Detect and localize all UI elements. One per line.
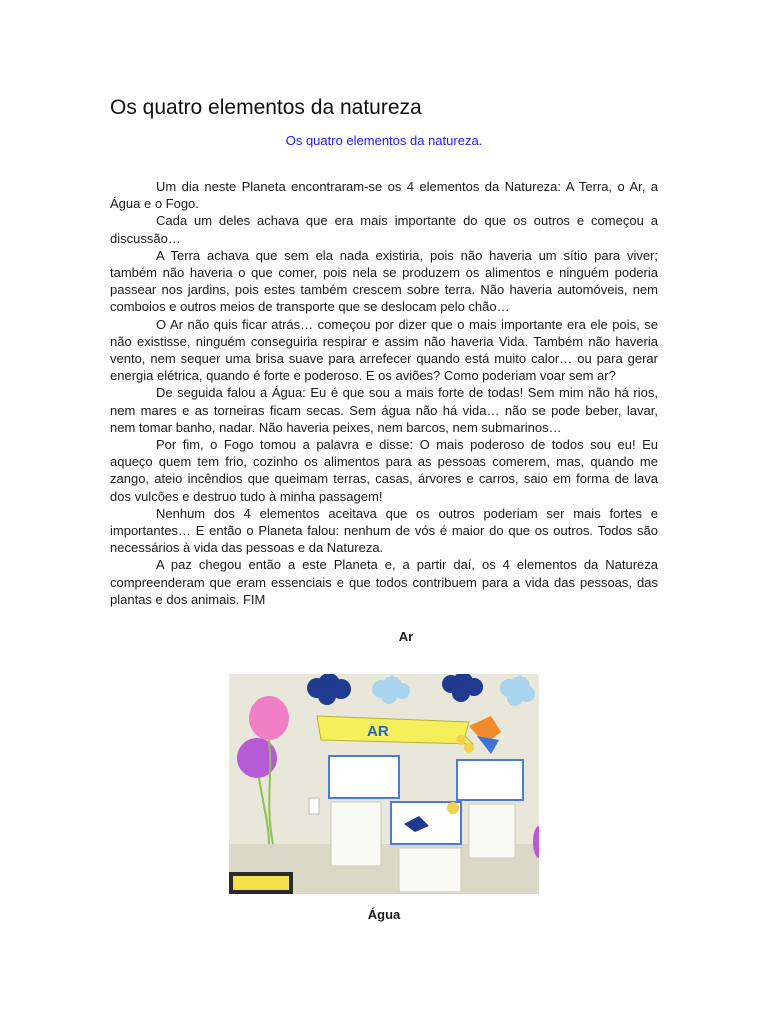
sun-icon	[447, 802, 459, 814]
story-paragraph: Um dia neste Planeta encontraram-se os 4 elementos da Natureza: A Terra, o Ar, a Água e o Fogo.	[110, 179, 658, 212]
poster-frame	[329, 756, 399, 798]
ar-photo-illustration	[229, 674, 539, 894]
story-paragraph: De seguida falou a Água: Eu é que sou a mais forte de todas! Sem mim não há rios, nem mares e as torneiras ficam secas. Sem água não há vida… não se pode beber, lavar, nem tomar banho, nadar. Não haveria peixes, nem barcos, nem submarinos…	[110, 385, 658, 435]
poster-frame	[457, 760, 523, 800]
pink-balloon-icon	[249, 696, 289, 740]
label-card-strip	[233, 876, 289, 890]
story-paragraph: A Terra achava que sem ela nada existiria, pois não haveria um sítio para viver; também não haveria o que comer, pois nela se produzem os alimentos e ninguém poderia passear nos jardins, pois estes também crescem sobre terra. Não haveria automóveis, nem comboios e outros meios de transporte que se deslocam pelo chão…	[110, 247, 658, 315]
wall-switch-icon	[309, 798, 319, 814]
story-body	[110, 178, 658, 608]
text-sheet	[469, 804, 515, 858]
story-paragraph: Por fim, o Fogo tomou a palavra e disse: O mais poderoso de todos sou eu! Eu aqueço quem tem frio, cozinho os alimentos para as pessoas comerem, mas, quando me zango, ateio incêndios que queimam terras, casas, árvores e carros, saio em forma de lava dos vulcões e destruo tudo à minha passagem!	[110, 437, 658, 504]
story-paragraph: Nenhum dos 4 elementos aceitava que os outros poderiam ser mais fortes e importantes… E então o Planeta falou: nenhum de vós é maior do que os outros. Todos são necessários à vida das pessoas e da Natureza.	[110, 505, 658, 556]
caption-agua: Água	[367, 907, 401, 922]
story-paragraph: A paz chegou então a este Planeta e, a partir daí, os 4 elementos da Natureza compreenderam que eram essenciais e que todos contribuem para a vida das pessoas, das plantas e dos animais. FIM	[110, 557, 658, 607]
caption-ar: Ar	[398, 629, 414, 644]
story-paragraph: O Ar não quis ficar atrás… começou por dizer que o mais importante era ele pois, se não existisse, ninguém conseguiria respirar e assim não haveria Vida. Também não haveria vento, nem sequer uma brisa suave para arrefecer quando está muito calor… ou para gerar energia elétrica, quando é forte e poderoso. E os aviões? Como poderiam voar sem ar?	[110, 316, 658, 384]
text-sheet	[399, 848, 461, 892]
subtitle-link[interactable]: Os quatro elementos da natureza.	[285, 133, 483, 148]
ar-classroom-photo	[229, 674, 539, 894]
story-paragraph: Cada um deles achava que era mais importante do que os outros e começou a discussão…	[110, 213, 658, 246]
ar-banner-text: AR	[367, 723, 389, 740]
text-sheet	[331, 802, 381, 866]
page-title: Os quatro elementos da natureza	[110, 96, 422, 119]
